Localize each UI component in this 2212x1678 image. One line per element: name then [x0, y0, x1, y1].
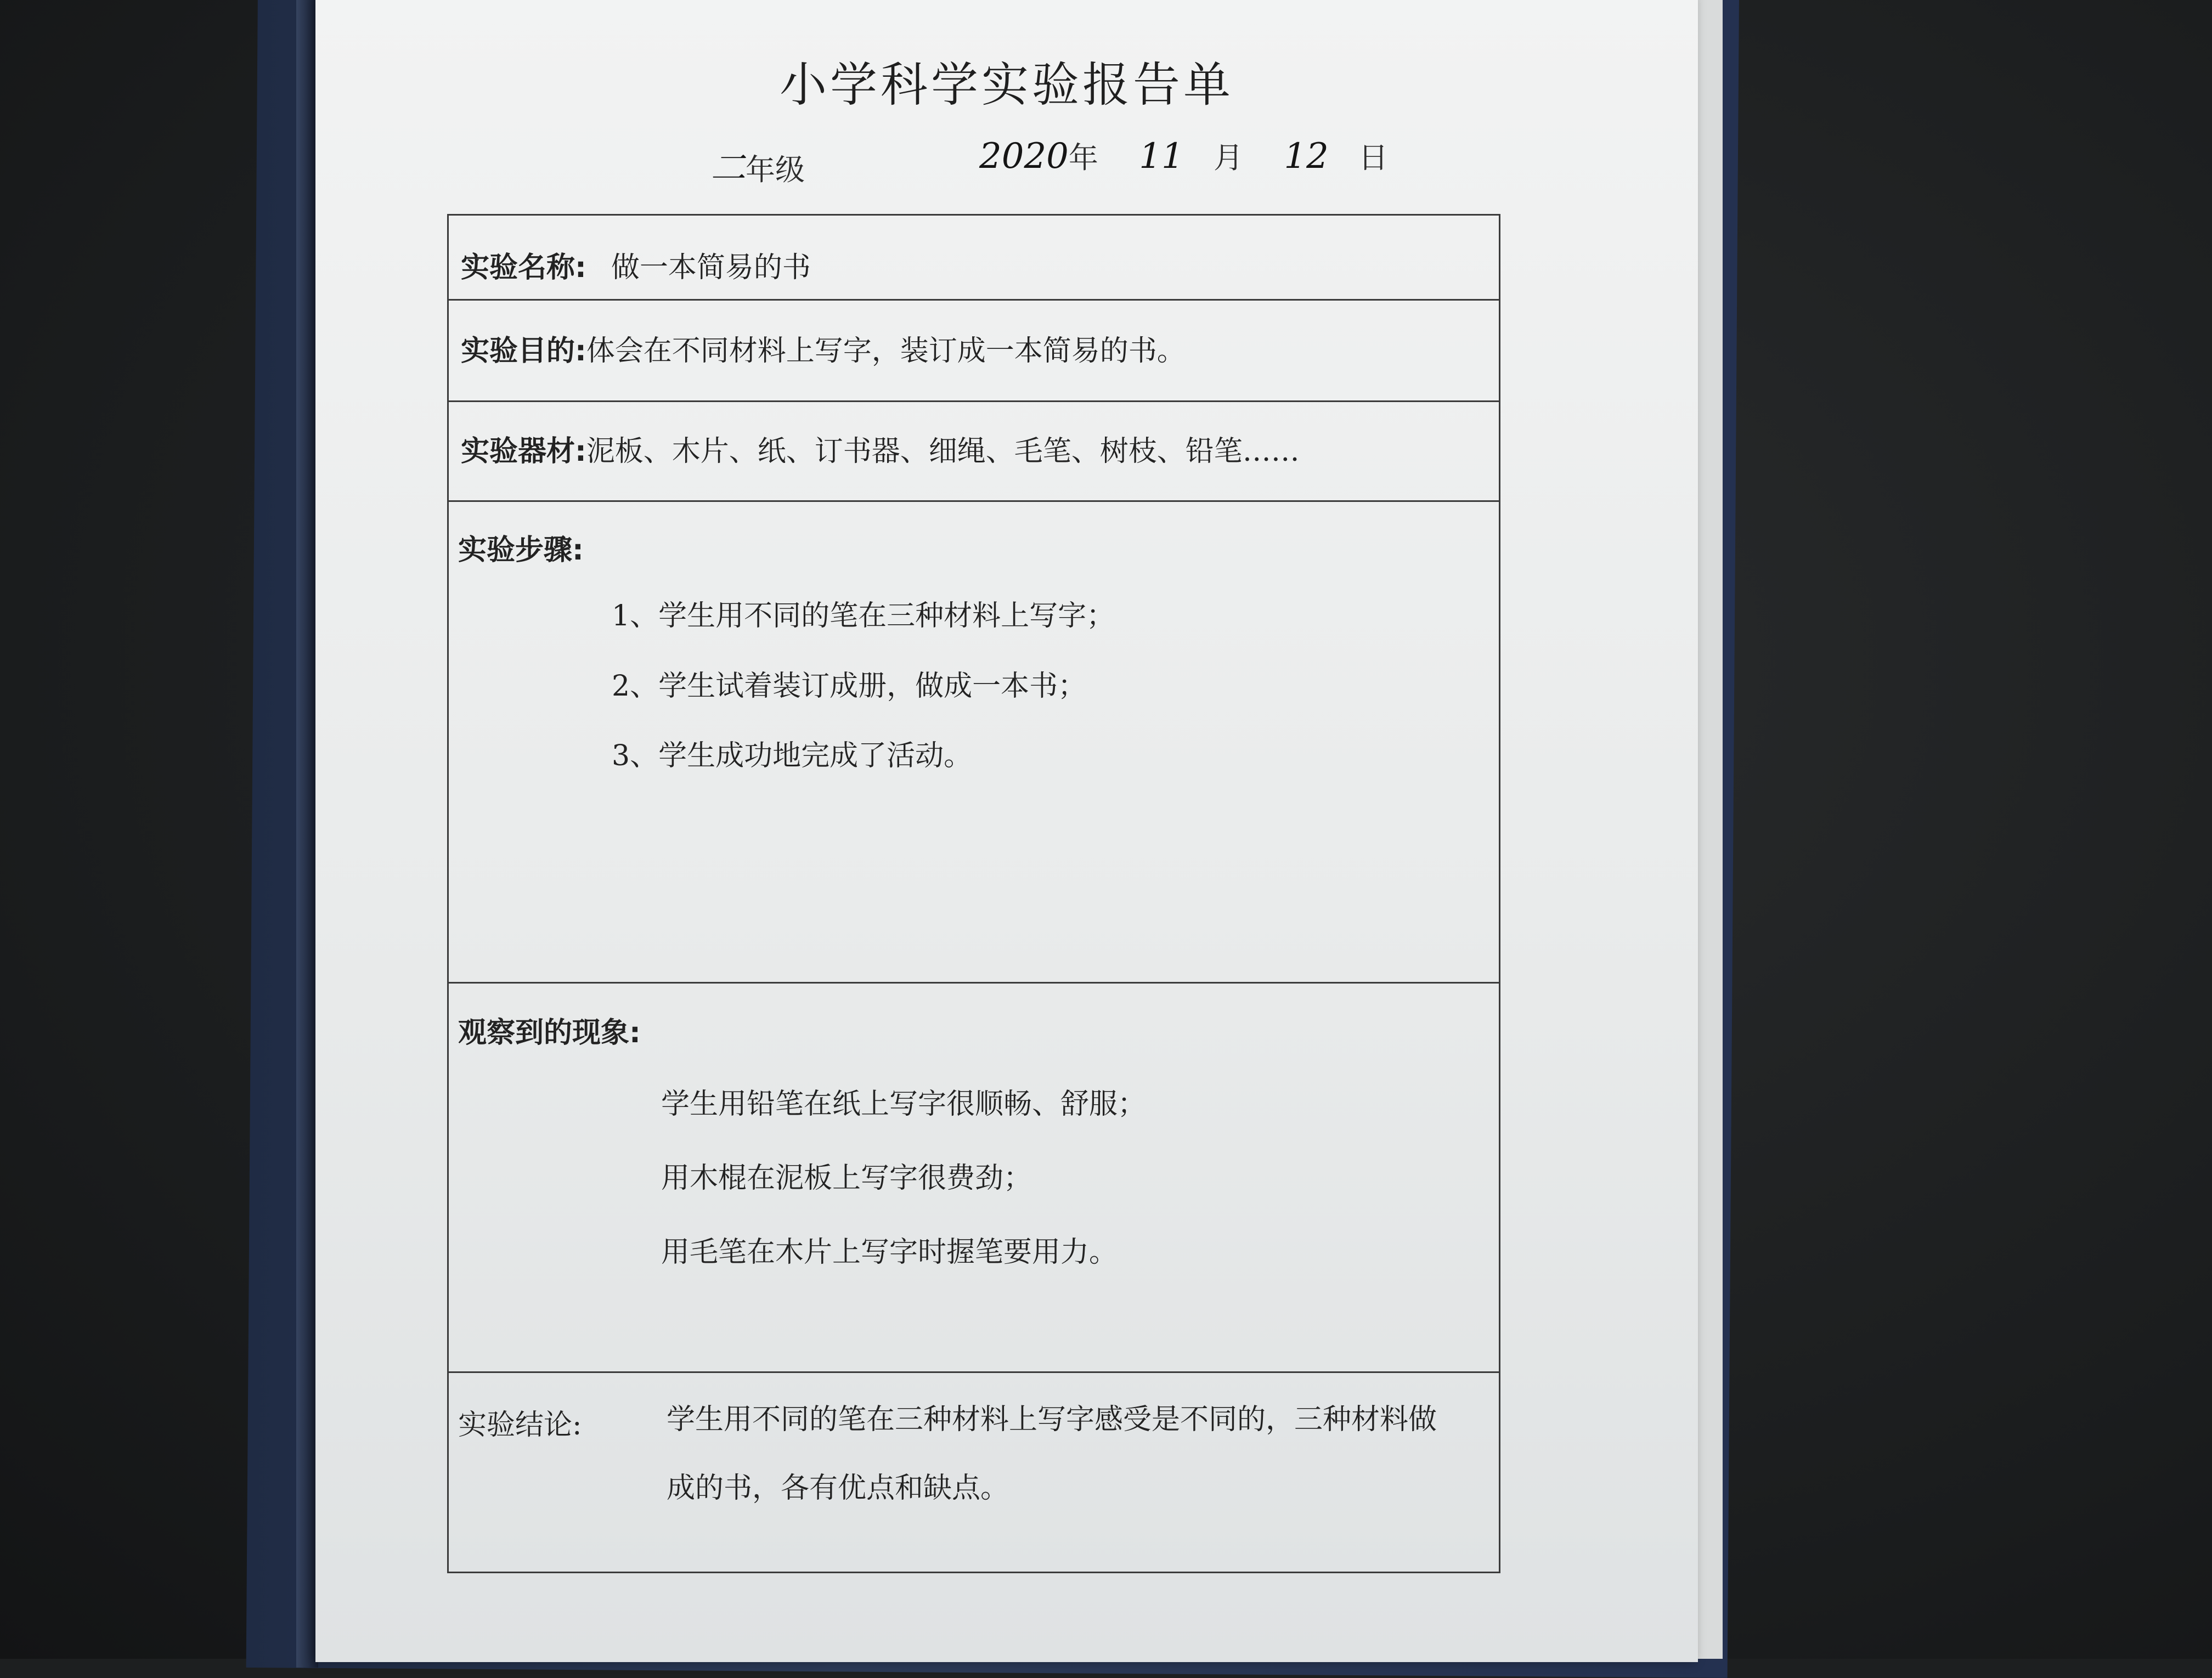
grade-unit: 年级	[746, 152, 805, 187]
report-sheet	[315, 0, 1698, 1662]
experiment-purpose-label: 实验目的:	[461, 335, 586, 368]
date-field	[979, 134, 1388, 177]
step-item: 1、学生用不同的笔在三种材料上写字；	[612, 600, 1115, 632]
grade-handwritten: 二	[710, 148, 746, 189]
table-left-border	[447, 214, 449, 1573]
row-experiment-name	[461, 244, 811, 285]
row-experiment-materials	[461, 428, 1300, 469]
table-rule	[447, 500, 1500, 502]
conclusion-line: 学生用不同的笔在三种材料上写字感受是不同的，三种材料做	[667, 1403, 1437, 1436]
observation-item: 学生用铅笔在纸上写字很顺畅、舒服；	[661, 1088, 1147, 1121]
observation-item: 用毛笔在木片上写字时握笔要用力。	[661, 1236, 1118, 1269]
observations-label: 观察到的现象:	[458, 1016, 641, 1049]
experiment-name-value: 做一本简易的书	[611, 251, 811, 284]
table-rule	[447, 400, 1500, 402]
date-day-unit: 日	[1358, 140, 1389, 175]
observation-item: 用木棍在泥板上写字很费劲；	[661, 1162, 1032, 1195]
experiment-purpose-value: 体会在不同材料上写字，装订成一本简易的书。	[586, 335, 1186, 368]
experiment-steps-label: 实验步骤:	[458, 534, 584, 567]
table-rule	[447, 1572, 1500, 1573]
table-rule	[447, 299, 1500, 301]
grade-field	[710, 140, 805, 190]
table-rule	[447, 214, 1500, 216]
date-day: 12	[1284, 136, 1329, 177]
report-table	[447, 214, 1500, 1574]
experiment-materials-value: 泥板、木片、纸、订书器、细绳、毛笔、树枝、铅笔……	[586, 435, 1300, 468]
date-month: 11	[1139, 136, 1184, 177]
table-right-border	[1499, 214, 1500, 1573]
row-experiment-purpose	[461, 327, 1186, 369]
table-rule	[447, 1371, 1500, 1373]
folder-spine	[296, 0, 318, 1668]
step-item: 3、学生成功地完成了活动。	[612, 739, 973, 772]
table-rule	[447, 982, 1500, 984]
conclusion-label: 实验结论:	[458, 1409, 582, 1442]
experiment-name-label: 实验名称:	[461, 251, 586, 284]
date-year-unit: 年	[1068, 140, 1098, 175]
date-month-unit: 月	[1214, 140, 1243, 175]
date-year: 2020	[979, 136, 1069, 177]
report-title: 小学科学实验报告单	[780, 58, 1234, 112]
conclusion-line: 成的书，各有优点和缺点。	[667, 1472, 1009, 1505]
step-item: 2、学生试着装订成册，做成一本书；	[612, 670, 1087, 703]
experiment-materials-label: 实验器材:	[461, 435, 586, 468]
